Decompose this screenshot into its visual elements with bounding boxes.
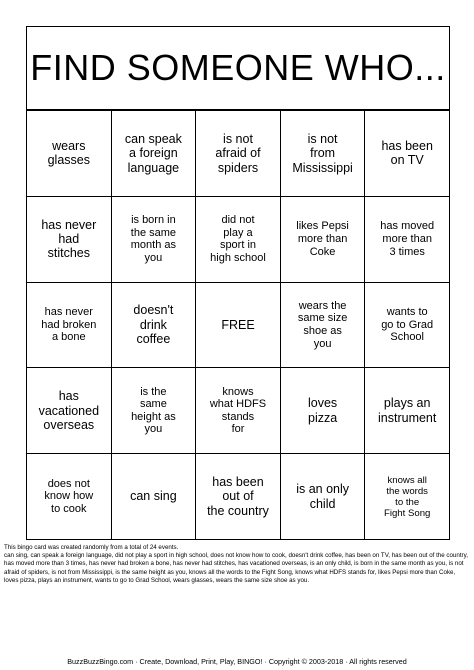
bingo-cell-r3c3-free: FREE	[196, 283, 281, 369]
bingo-cell-r3c4: wears the same size shoe as you	[281, 283, 366, 369]
bingo-cell-r5c1: does not know how to cook	[27, 454, 112, 540]
bingo-cell-r4c4: loves pizza	[281, 368, 366, 454]
bingo-cell-r3c5: wants to go to Grad School	[365, 283, 450, 369]
bingo-cell-r4c2: is the same height as you	[112, 368, 197, 454]
bingo-cell-r4c3: knows what HDFS stands for	[196, 368, 281, 454]
card-origin-note: This bingo card was created randomly from a total of 24 events.	[4, 544, 179, 551]
bingo-cell-r4c1: has vacationed overseas	[27, 368, 112, 454]
bingo-cell-r3c1: has never had broken a bone	[27, 283, 112, 369]
bingo-cell-r2c3: did not play a sport in high school	[196, 197, 281, 283]
bingo-cell-r2c2: is born in the same month as you	[112, 197, 197, 283]
bingo-cell-r1c4: is not from Mississippi	[281, 111, 366, 197]
footer-note	[4, 544, 470, 585]
copyright-line: BuzzBuzzBingo.com · Create, Download, Print, Play, BINGO! · Copyright © 2003-2018 · All rights reserved	[67, 657, 407, 666]
card-title-box	[26, 26, 450, 110]
bingo-cell-r1c1: wears glasses	[27, 111, 112, 197]
bingo-cell-r2c5: has moved more than 3 times	[365, 197, 450, 283]
bingo-grid	[26, 110, 450, 540]
bingo-cell-r5c4: is an only child	[281, 454, 366, 540]
bingo-cell-r1c2: can speak a foreign language	[112, 111, 197, 197]
events-list: can sing, can speak a foreign language, did not play a sport in high school, does not know how to cook, doesn't drink coffee, has been on TV, has been out of the country, has moved more than 3 times, has never had broken a bone, has never had stitches, has vacationed overseas, is an only child, is born in the same month as you, is not afraid of spiders, is not from Mississippi, is the same height as you, knows all the words to the Fight Song, knows what HDFS stands for, likes Pepsi more than Coke, loves pizza, plays an instrument, wants to go to Grad School, wears glasses, wears the same size shoe as you.	[4, 552, 468, 584]
bingo-cell-r2c4: likes Pepsi more than Coke	[281, 197, 366, 283]
bingo-cell-r2c1: has never had stitches	[27, 197, 112, 283]
bingo-cell-r1c3: is not afraid of spiders	[196, 111, 281, 197]
bingo-cell-r3c2: doesn't drink coffee	[112, 283, 197, 369]
bingo-cell-r4c5: plays an instrument	[365, 368, 450, 454]
bingo-cell-r5c5: knows all the words to the Fight Song	[365, 454, 450, 540]
card-title: FIND SOMEONE WHO...	[30, 47, 446, 88]
bingo-cell-r5c3: has been out of the country	[196, 454, 281, 540]
bingo-cell-r5c2: can sing	[112, 454, 197, 540]
bingo-cell-r1c5: has been on TV	[365, 111, 450, 197]
